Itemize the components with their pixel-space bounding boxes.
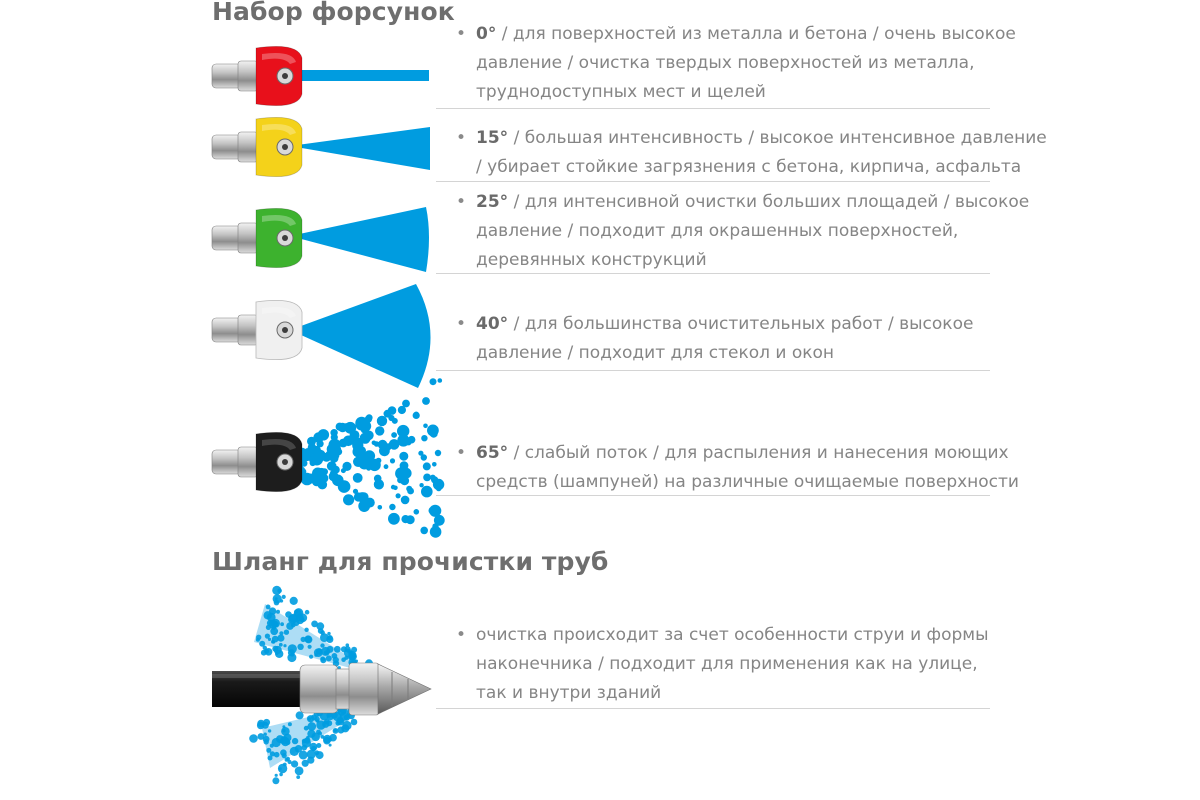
nozzle-description-40: • 40° / для большинства очистительных работ / высокое давление / подходит для стекол и окон — [476, 310, 973, 368]
bullet-icon: • — [456, 314, 467, 334]
nozzle-description-15: • 15° / большая интенсивность / высокое интенсивное давление / убирает стойкие загрязнения с бетона, кирпича, асфальта — [476, 124, 1047, 182]
nozzle-15-deg — [212, 117, 302, 176]
hose-description: • очистка происходит за счет особенности струи и формы наконечника / подходит для применения как на улице, так и внутри зданий — [476, 621, 989, 708]
section-title-nozzles: Набор форсунок — [212, 0, 455, 26]
spray-40-deg — [290, 284, 431, 388]
bullet-icon: • — [456, 192, 467, 212]
bullet-icon: • — [456, 625, 467, 645]
spray-15-deg — [290, 127, 430, 170]
divider — [436, 181, 990, 182]
hose-nozzle — [212, 663, 431, 715]
nozzle-40-deg — [212, 300, 302, 359]
nozzle-angle-40: 40° — [476, 314, 509, 334]
nozzle-angle-15: 15° — [476, 128, 509, 148]
bullet-icon: • — [456, 443, 467, 463]
spray-25-deg — [290, 207, 429, 272]
nozzle-25-deg — [212, 208, 302, 267]
nozzle-description-0: • 0° / для поверхностей из металла и бетона / очень высокое давление / очистка твердых поверхностей из металла, труднодоступных мест и щелей — [476, 20, 1016, 107]
divider — [436, 273, 990, 274]
section-title-hose: Шланг для прочистки труб — [212, 547, 609, 576]
divider — [436, 495, 990, 496]
divider — [436, 108, 990, 109]
nozzle-description-25: • 25° / для интенсивной очистки больших площадей / высокое давление / подходит для окрашенных поверхностей, деревянных конструкций — [476, 188, 1029, 275]
nozzle-description-65: • 65° / слабый поток / для распыления и нанесения моющих средств (шампуней) на различные очищаемые поверхности — [476, 439, 1019, 497]
bullet-icon: • — [456, 128, 467, 148]
nozzle-angle-25: 25° — [476, 192, 509, 212]
nozzle-angle-65: 65° — [476, 443, 509, 463]
spray-0-deg — [290, 70, 429, 81]
nozzle-65-deg — [212, 432, 302, 491]
divider — [436, 708, 990, 709]
divider — [436, 370, 990, 371]
bullet-icon: • — [456, 24, 467, 44]
nozzle-0-deg — [212, 46, 302, 105]
spray-65-deg-droplets — [296, 378, 445, 538]
nozzle-set — [212, 46, 302, 491]
nozzle-angle-0: 0° — [476, 24, 497, 44]
